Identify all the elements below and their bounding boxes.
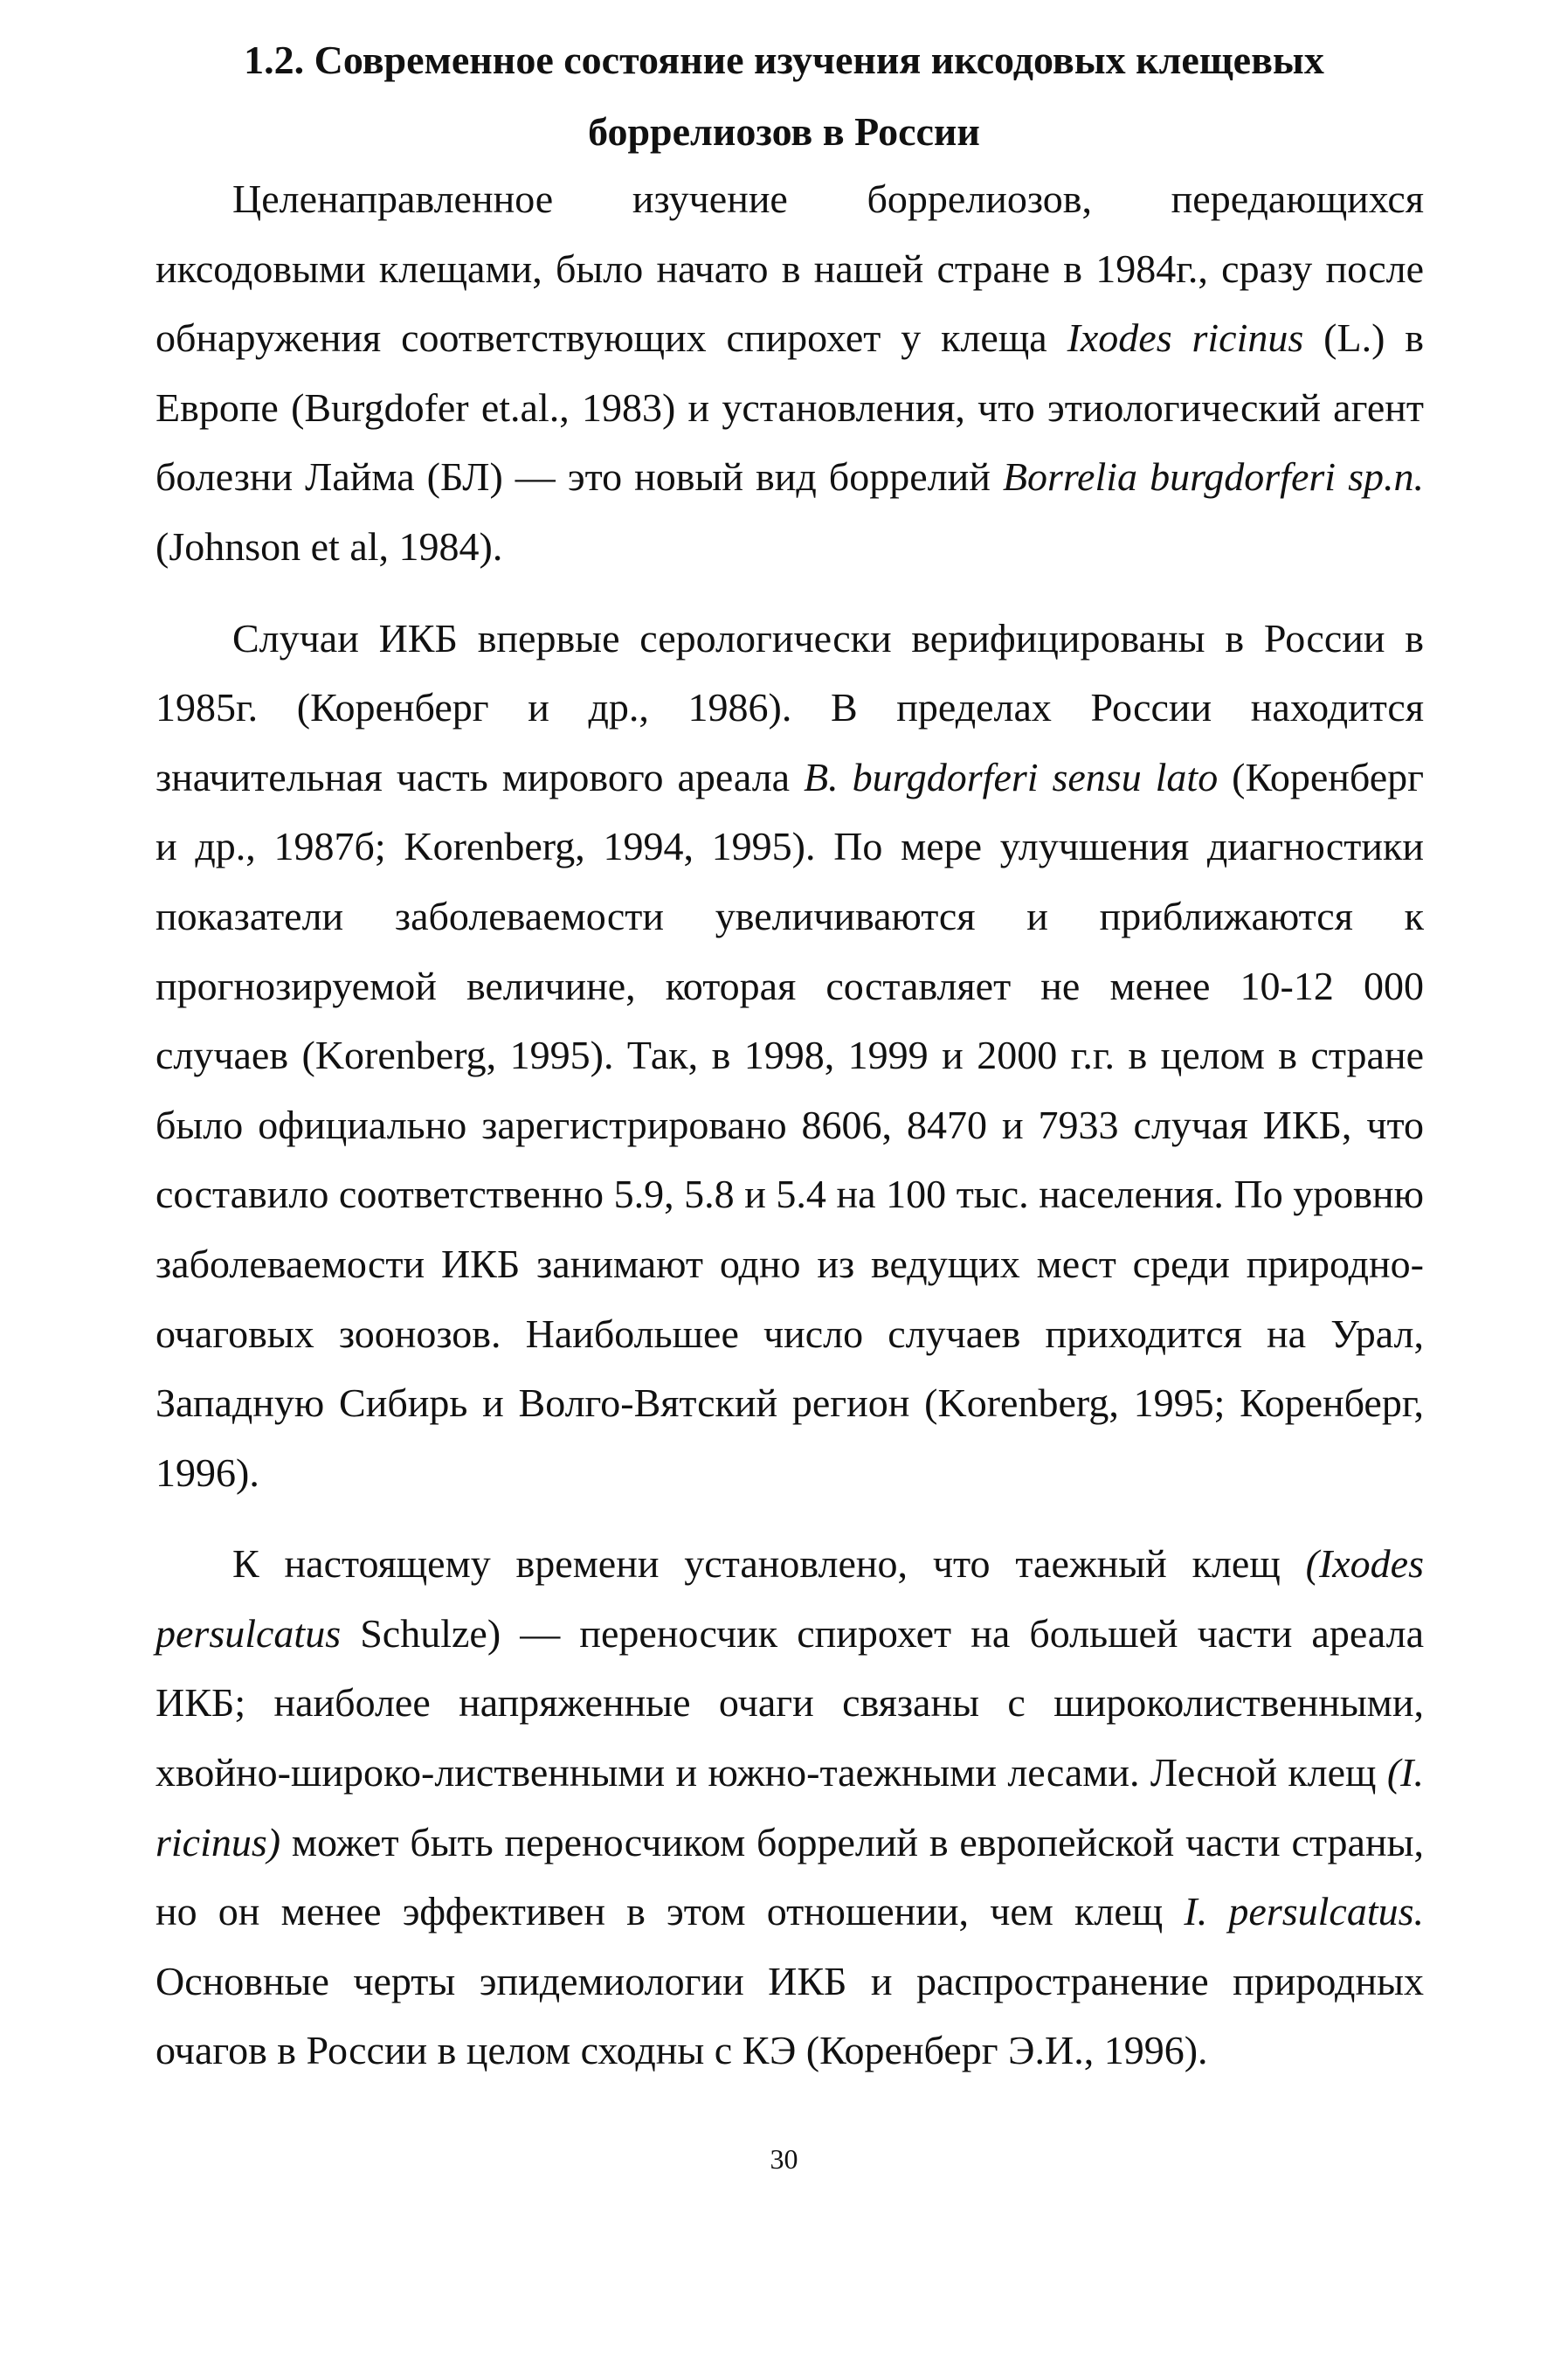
body-text xyxy=(155,164,1424,2086)
text-run: (Коренберг и др., 1987б; Korenberg, 1994, 1995). По мере улучшения диагностики показатели заболеваемости увеличиваются и приближаются к прогнозируемой величине, которая составляет не менее 10-12 000 случаев (Korenberg, 1995). Так, в 1998, 1999 и 2000 г.г. в целом в стране было официально зарегистрировано 8606, 8470 и 7933 случая ИКБ, что составило соответственно 5.9, 5.8 и 5.4 на 100 тыс. населения. По уровню заболеваемости ИКБ занимают одно из ведущих мест среди природно-очаговых зоонозов. Наибольшее число случаев приходится на Урал, Западную Сибирь и Волго-Вятский регион (Korenberg, 1995; Коренберг, 1996). xyxy=(155,754,1424,1495)
text-run: (L.) в Европе (Burgdofer et.al., 1983) и установления, что этиологический агент болезни Лайма (БЛ) — это новый вид боррелий xyxy=(155,315,1424,500)
paragraph-1 xyxy=(155,164,1424,582)
species-name: (Ixodes persulcatus xyxy=(155,1541,1424,1656)
paragraph-2 xyxy=(155,604,1424,1508)
species-name: Borrelia burgdorferi sp.n. xyxy=(1002,454,1424,500)
section-title-line-1: 1.2. Современное состояние изучения иксодовых клещевых xyxy=(244,38,1324,82)
species-name: I. persulcatus. xyxy=(1184,1889,1424,1934)
paragraph-3 xyxy=(155,1529,1424,2086)
species-name: Ixodes ricinus xyxy=(1067,315,1304,361)
page-number: 30 xyxy=(770,2143,798,2175)
section-title xyxy=(131,24,1437,168)
text-run: Основные черты эпидемиологии ИКБ и распространение природных очагов в России в целом сходны с КЭ (Коренберг Э.И., 1996). xyxy=(155,1958,1424,2073)
text-run: Целенаправленное изучение боррелиозов, передающихся иксодовыми клещами, было начато в нашей стране в 1984г., сразу после обнаружения соответствующих спирохет у клеща xyxy=(155,176,1424,361)
text-run: К настоящему времени установлено, что таежный клещ xyxy=(232,1541,1306,1587)
text-run: Schulze) — переносчик спирохет на большей части ареала ИКБ; наиболее напряженные очаги связаны с широколиственными, хвойно-широко-лиственными и южно-таежными лесами. Лесной клещ xyxy=(155,1610,1424,1795)
section-title-line-2: боррелиозов в России xyxy=(588,109,980,154)
text-run: Случаи ИКБ впервые серологически верифицированы в России в 1985г. (Коренберг и др., 1986). В пределах России находится значительная часть мирового ареала xyxy=(155,615,1424,799)
text-run: может быть переносчиком боррелий в европейской части страны, но он менее эффективен в этом отношении, чем клещ xyxy=(155,1819,1424,1934)
text-run: (Johnson et al, 1984). xyxy=(155,523,503,569)
species-name: (I. ricinus) xyxy=(155,1750,1424,1864)
species-name: B. burgdorferi sensu lato xyxy=(804,754,1219,799)
